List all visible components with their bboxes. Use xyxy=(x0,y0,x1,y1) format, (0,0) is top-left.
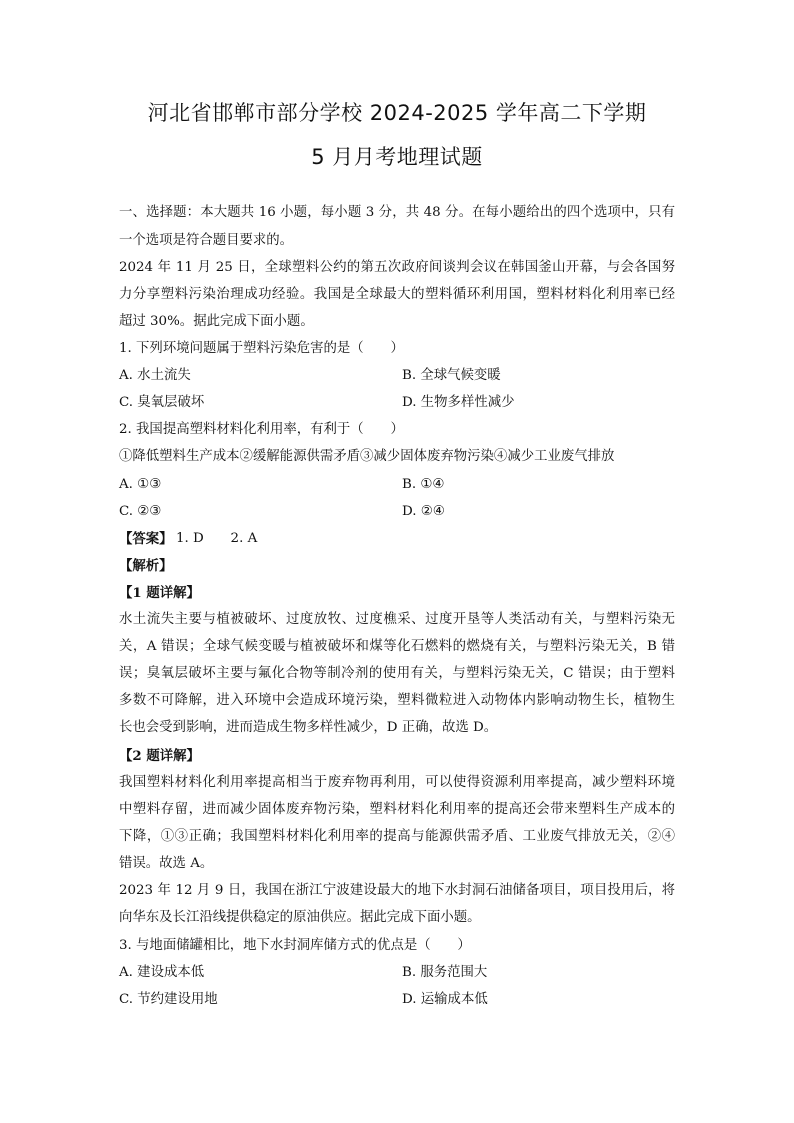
detail-2-line-2: 中塑料存留，进而减少固体废弃物污染，塑料材料化利用率的提高还会带来塑料生产成本的 xyxy=(119,802,675,817)
detail-2-line-1: 我国塑料材料化利用率提高相当于废弃物再利用，可以使得资源利用率提高，减少塑料环境 xyxy=(119,775,675,790)
answer-label: 【答案】 xyxy=(119,531,173,547)
title-line-2: 5 月月考地理试题 xyxy=(311,145,483,169)
question-1-option-b: B. 全球气候变暖 xyxy=(402,368,501,383)
question-1-option-a: A. 水土流失 xyxy=(119,368,191,383)
passage-2-line-2: 向华东及长江沿线提供稳定的原油供应。据此完成下面小题。 xyxy=(119,910,481,925)
question-1-stem: 1. 下列环境问题属于塑料污染危害的是（ ） xyxy=(119,341,404,356)
question-2-option-b: B. ①④ xyxy=(402,477,445,492)
passage-1-line-1: 2024 年 11 月 25 日，全球塑料公约的第五次政府间谈判会议在韩国釜山开幕，与会各国努 xyxy=(119,260,675,275)
section-instructions-line-1: 一、选择题：本大题共 16 小题，每小题 3 分，共 48 分。在每小题给出的四个选项中，只有 xyxy=(119,205,675,220)
detail-1-line-4: 多数不可降解，进入环境中会造成环境污染，塑料微粒进入动物体内影响动物生长，植物生 xyxy=(119,693,675,708)
question-2-option-c: C. ②③ xyxy=(119,504,162,519)
question-2-stem: 2. 我国提高塑料材料化利用率，有利于（ ） xyxy=(119,422,404,437)
detail-1-line-2: 关，A 错误；全球气候变暖与植被破坏和煤等化石燃料的燃烧有关，与塑料污染无关，B 错 xyxy=(119,639,675,654)
question-3-option-d: D. 运输成本低 xyxy=(402,992,488,1007)
detail-1-line-5: 长也会受到影响，进而造成生物多样性减少，D 正确，故选 D。 xyxy=(119,720,498,735)
question-2-option-a: A. ①③ xyxy=(119,477,162,492)
passage-2-line-1: 2023 年 12 月 9 日，我国在浙江宁波建设最大的地下水封洞石油储备项目，项目投用后，将 xyxy=(119,883,675,898)
detail-2-line-3: 下降，①③正确；我国塑料材料化利用率的提高与能源供需矛盾、工业废气排放无关，②④ xyxy=(119,829,675,844)
question-1-option-d: D. 生物多样性减少 xyxy=(402,395,515,410)
question-3-option-c: C. 节约建设用地 xyxy=(119,992,218,1007)
question-1-option-c: C. 臭氧层破坏 xyxy=(119,395,205,410)
passage-1-line-3: 超过 30%。据此完成下面小题。 xyxy=(119,314,314,329)
detail-1-label: 【1 题详解】 xyxy=(119,585,200,601)
analysis-label: 【解析】 xyxy=(119,558,173,574)
question-2-items: ①降低塑料生产成本②缓解能源供需矛盾③减少固体废弃物污染④减少工业废气排放 xyxy=(119,449,615,464)
question-3-option-b: B. 服务范围大 xyxy=(402,965,488,980)
title-line-1: 河北省邯郸市部分学校 2024-2025 学年高二下学期 xyxy=(147,101,647,125)
question-2-option-d: D. ②④ xyxy=(402,504,445,519)
question-3-stem: 3. 与地面储罐相比，地下水封洞库储方式的优点是（ ） xyxy=(119,938,471,953)
answer-text: 1. D 2. A xyxy=(176,531,258,546)
detail-2-line-4: 错误。故选 A。 xyxy=(119,856,214,871)
question-3-option-a: A. 建设成本低 xyxy=(119,965,205,980)
detail-1-line-1: 水土流失主要与植被破坏、过度放牧、过度樵采、过度开垦等人类活动有关，与塑料污染无 xyxy=(119,612,675,627)
detail-2-label: 【2 题详解】 xyxy=(119,748,200,764)
passage-1-line-2: 力分享塑料污染治理成功经验。我国是全球最大的塑料循环利用国，塑料材料化利用率已经 xyxy=(119,287,675,302)
detail-1-line-3: 误；臭氧层破坏主要与氟化合物等制冷剂的使用有关，与塑料污染无关，C 错误；由于塑料 xyxy=(119,666,675,681)
section-instructions-line-2: 一个选项是符合题目要求的。 xyxy=(119,233,294,248)
